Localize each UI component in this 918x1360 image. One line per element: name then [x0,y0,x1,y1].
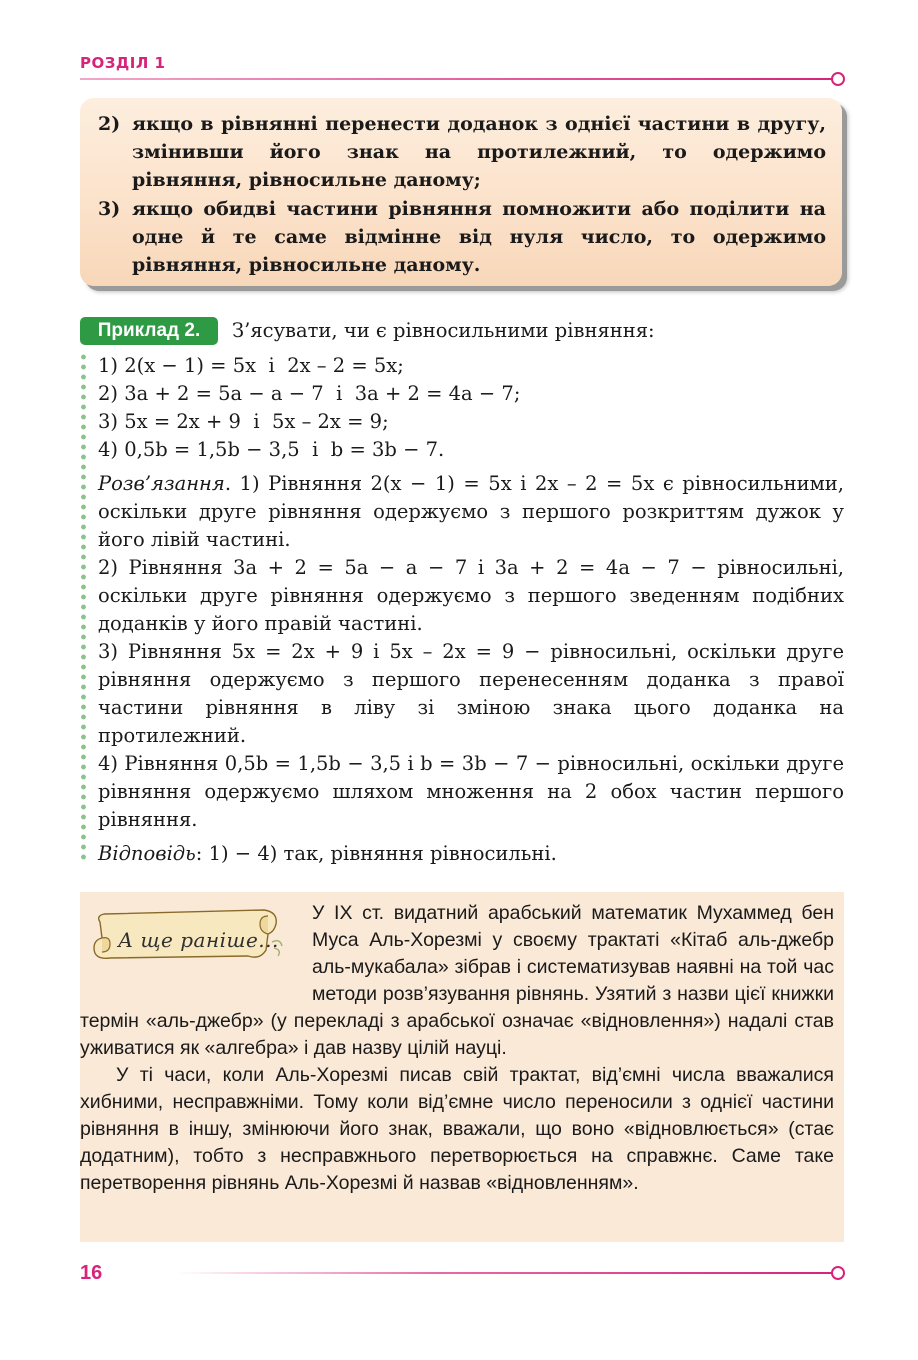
example-badge: Приклад 2. [80,317,218,345]
answer [98,840,557,868]
rule-item-2 [98,110,826,194]
rule-number: 3) [98,198,121,220]
equation-pair [98,352,404,380]
history-box [80,892,844,1242]
equation-number: 4) [98,438,119,461]
history-paragraph: У ті часи, коли Аль-Хорезмі писав свій трактат, від’ємні числа вважалися хибними, несправжніми. Тому коли від’ємне число переносили з однієї частини рівняння в іншу, змінюючи його знак, вважали, що воно «відновлюється» (стає додатним), тобто з несправжнього перетворюється на справжнє. Саме таке перетворення рівнянь Аль-Хорезмі й назвав «відновленням». [80,1064,834,1194]
equation-conjunction: і [253,410,260,433]
solution-paragraph: 4) Рівняння 0,5b = 1,5b − 3,5 і b = 3b − 7 − рівносильні, оскільки друге рівняння одержуємо шляхом множення на 2 обох частин першого рівняння. [98,752,844,831]
rule-box [80,98,842,286]
equation-right: b = 3b − 7. [330,438,445,461]
footer-divider [175,1272,832,1274]
equation-number: 3) [98,410,119,433]
equation-right: 5x – 2x = 9; [271,410,389,433]
rule-item-3 [98,195,826,279]
equation-right: 2x – 2 = 5x; [287,354,404,377]
example-title: З’ясувати, чи є рівносильними рівняння: [232,319,655,342]
dotted-margin-line [81,352,86,862]
equation-number: 1) [98,354,119,377]
rule-text: якщо обидві частини рівняння помножити або поділити на одне й те саме відмінне від нуля число, то одержимо рівняння, рівносильне даному. [132,198,826,276]
answer-label: Відповідь [98,842,196,865]
solution-paragraph: 2) Рівняння 3a + 2 = 5a − a − 7 і 3a + 2 = 4a − 7 − рівносильні, оскільки друге рівняння одержуємо з першого зведенням подібних доданків у його правій частині. [98,556,844,635]
equation-pair [98,380,520,408]
history-text [80,900,834,1197]
equation-left: 3a + 2 = 5a − a − 7 [124,382,324,405]
rule-text: якщо в рівнянні перенести доданок з однієї частини в другу, змінивши його знак на протилежний, то одержимо рівняння, рівносильне даному; [132,113,826,191]
equation-left: 2(x − 1) = 5x [124,354,257,377]
solution-step: 1) Рівняння 2(x − 1) = 5x і 2x – 2 = 5x є рівносильними, оскільки друге рівняння одержуємо з першого розкриттям дужок у його лівій частині. [98,472,844,551]
footer-divider-end [831,1266,845,1280]
scroll-label: А ще раніше... [118,928,279,952]
rule-number: 2) [98,113,121,135]
history-paragraph: У IX ст. видатний арабський математик Мухаммед бен Муса Аль-Хорезмі у своєму трактаті «Кітаб аль-джебр аль-мукабала» зібрав і систематизував наявні на той час методи розв’язування рівнянь. Узятий з назви цієї книжки термін «аль-джебр» (у перекладі з арабської означає «відновлення») надалі став уживатися як «алгебра» і дав назву цілій науці. [80,902,834,1059]
solution-paragraph: 3) Рівняння 5x = 2x + 9 і 5x – 2x = 9 − рівносильні, оскільки друге рівняння одержуємо з першого перенесенням доданка з правої частини рівняння в ліву зі зміною знака цього доданка на протилежний. [98,640,844,747]
equation-pair [98,408,389,436]
answer-text: : 1) − 4) так, рівняння рівносильні. [195,842,557,865]
equation-left: 0,5b = 1,5b − 3,5 [124,438,300,461]
solution [98,470,844,834]
equation-conjunction: і [268,354,275,377]
equation-number: 2) [98,382,119,405]
solution-paragraph: Розв’язання. 1) Рівняння 2(x − 1) = 5x і 2x – 2 = 5x є рівносильними, оскільки друге рівняння одержуємо з першого розкриттям дужок у його лівій частині. [98,472,844,551]
section-label: РОЗДІЛ 1 [80,54,166,72]
equation-left: 5x = 2x + 9 [124,410,241,433]
equation-pair [98,436,444,464]
solution-label: Розв’язання [98,472,225,495]
page-number: 16 [80,1262,103,1284]
equation-conjunction: і [312,438,319,461]
header-divider [80,78,832,80]
equation-conjunction: і [336,382,343,405]
equation-right: 3a + 2 = 4a − 7; [354,382,521,405]
header-divider-end [831,72,845,86]
